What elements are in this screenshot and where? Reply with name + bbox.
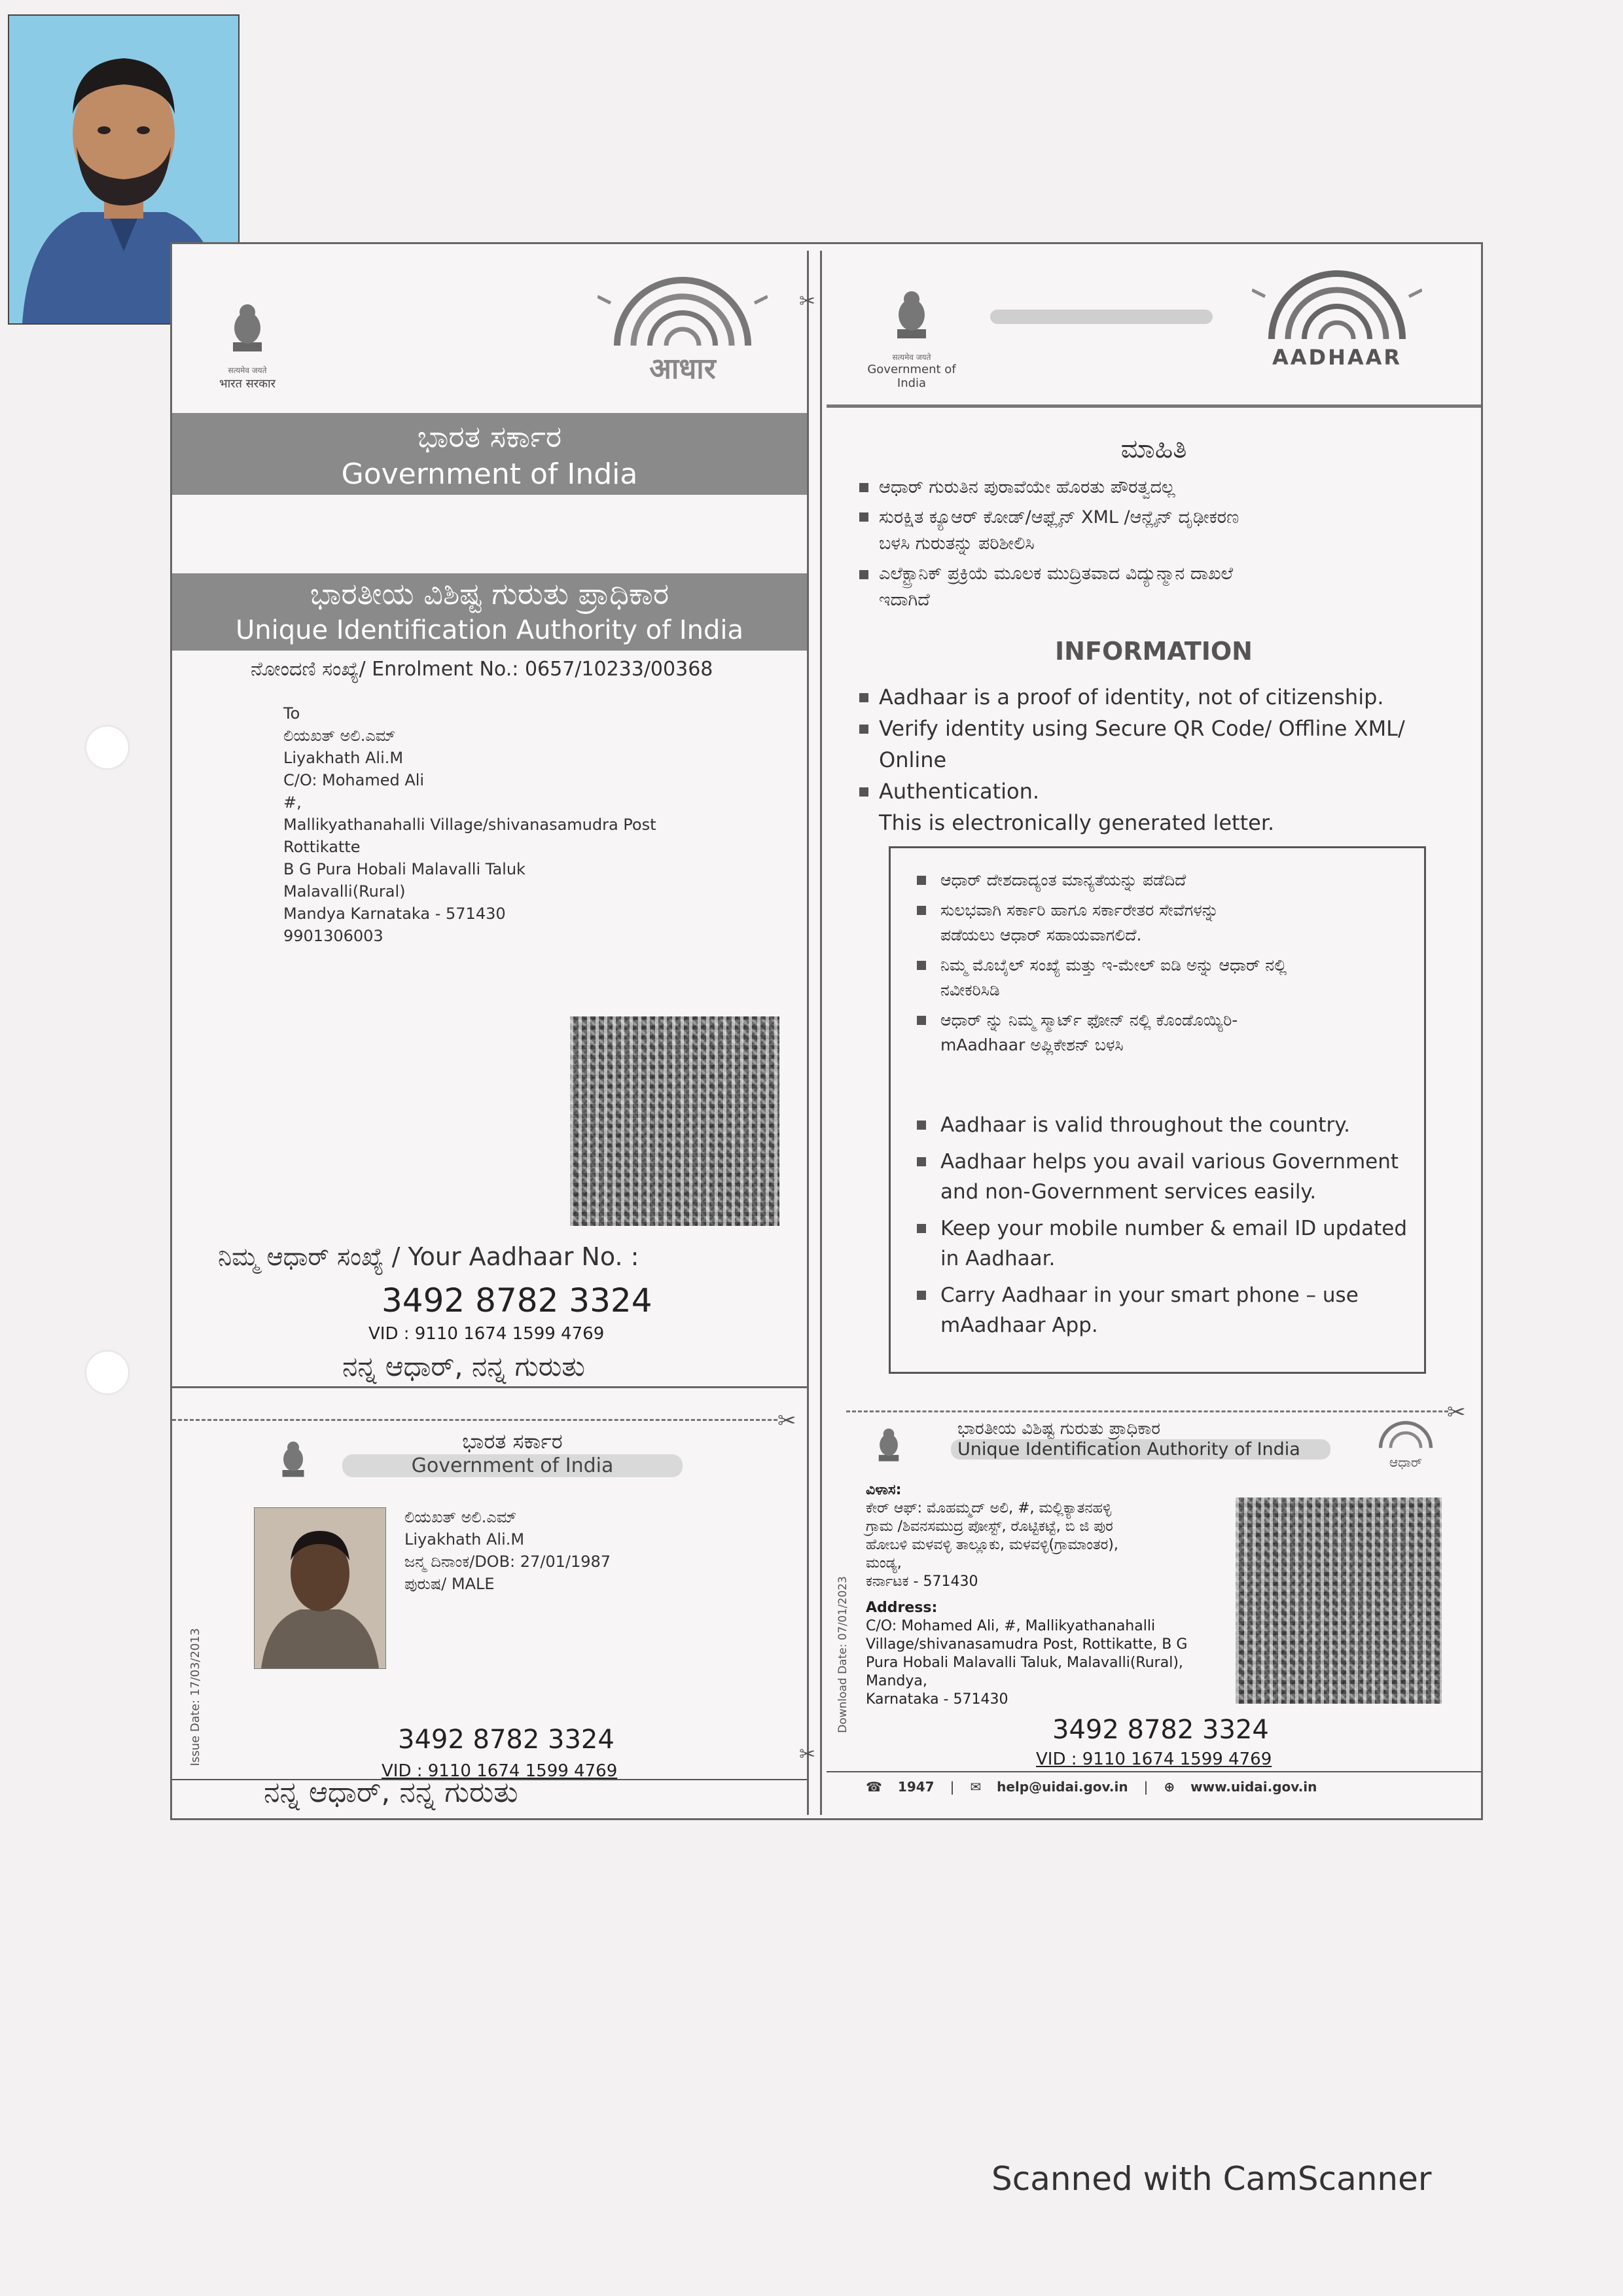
box-en-list [917,1110,1414,1340]
box-en-item: Carry Aadhaar in your smart phone – use [940,1283,1359,1307]
enrolment-value: 0657/10233/00368 [524,658,713,681]
box-en-item: Keep your mobile number & email ID updated [940,1217,1407,1240]
back-address-block [866,1481,1232,1709]
info-kn-item-cont: ಬಳಸಿ ಗುರುತನ್ನು ಪರಿಶೀಲಿಸಿ [879,533,1035,554]
card-dob: ಜನ್ಮ ದಿನಾಂಕ/DOB: 27/01/1987 [404,1552,611,1571]
bullet-icon [917,1016,926,1025]
aadhaar-fingerprint-icon [597,277,768,349]
card-emblem [267,1435,319,1488]
national-emblem-icon [224,296,271,362]
qr-code-card [1236,1498,1442,1704]
info-en-item: This is electronically generated letter. [879,810,1275,835]
national-emblem-icon [276,1435,311,1485]
aadhaar-fingerprint-icon [1373,1419,1438,1452]
aadhaar-letter [170,242,1483,1820]
section-rule [172,1386,807,1388]
aadhaar-logo [597,277,768,388]
gov-english: Government of India [341,457,638,491]
info-en-list [859,681,1461,838]
emblem-block [211,296,283,391]
aadhaar-label-en: / Your Aadhaar No. : [391,1242,639,1271]
header-rule [827,404,1481,408]
address-kn-label: ವಿಳಾಸ: [866,1482,902,1498]
card-gov-kannada: ಭಾರತ ಸರ್ಕಾರ [462,1429,563,1454]
box-kn-item: ಸುಲಭವಾಗಿ ಸರ್ಕಾರಿ ಹಾಗೂ ಸರ್ಕಾರೇತರ ಸೇವೆಗಳನ್ನು [940,901,1219,920]
scissors-icon: ✂ [799,290,816,313]
aadhaar-fingerprint-icon [1252,270,1422,342]
card-name-en: Liyakhath Ali.M [404,1530,525,1549]
info-kn-list [859,475,1448,613]
helpline-number: 1947 [897,1779,935,1795]
box-kn-item-cont: mAadhaar ಅಪ್ಲಿಕೇಶನ್ ಬಳಸಿ [940,1035,1124,1054]
info-box [889,846,1426,1374]
info-en-item: Verify identity using Secure QR Code/ Offline XML/ Online [879,716,1405,772]
aadhaar-logo-text: आधार [649,352,716,386]
address-kn-line: ಗ್ರಾಮ /ಶಿವನಸಮುದ್ರ ಪೋಸ್ಟ್, ರೊಟ್ಟಿಕಟ್ಟೆ, ಬಿ ಜಿ ಪುರ [866,1518,1113,1535]
email-icon: ✉ [970,1779,982,1795]
bullet-icon [859,570,868,579]
emblem-motto: सत्यमेव जयते [892,353,931,362]
address-kn-line: ಕೇರ್ ಆಫ್: ಮೊಹಮ್ಮದ್ ಅಲಿ, #, ಮಲ್ಲಿಕ್ಯಾತನಹಳ್ಳಿ [866,1500,1112,1516]
bullet-icon [859,693,868,702]
box-kn-item-cont: ನವೀಕರಿಸಿಡಿ [940,980,1000,999]
info-en-title: INFORMATION [1055,637,1253,666]
issue-date: Issue Date: 17/03/2013 [188,1628,202,1767]
info-kn-item: ಸುರಕ್ಷಿತ ಕ್ಯೂಆರ್ ಕೋಡ್/ಆಫ್ಲೈನ್ XML /ಆನ್ಲೈನ್ ದೃಢೀಕರಣ [879,507,1240,528]
info-en-item-cont: Authentication. [879,779,1040,804]
cut-line-right [846,1410,1448,1412]
address-line: Malavalli(Rural) [283,882,406,901]
back-uidai-english: Unique Identification Authority of India [951,1439,1330,1460]
uidai-english: Unique Identification Authority of India [235,615,744,645]
tagline: ನನ್ನ ಆಧಾರ್, ನನ್ನ ಗುರುತು [342,1350,585,1382]
redaction-bar [990,310,1213,324]
aadhaar-logo-right [1252,270,1422,382]
phone-icon: ☎ [866,1779,882,1795]
address-line: Mallikyathanahalli Village/shivanasamudra Post [283,816,656,834]
box-kn-item: ಆಧಾರ್ ದೇಶದಾದ್ಯಂತ ಮಾನ್ಯತೆಯನ್ನು ಪಡೆದಿದೆ [940,870,1186,889]
contact-footer: ☎ 1947 | ✉ help@uidai.gov.in | ⊕ www.uidai.gov.in [866,1779,1317,1795]
address-line: To [283,704,300,723]
scissors-icon: ✂ [1447,1399,1466,1426]
back-card-emblem [869,1422,908,1472]
back-uidai-kannada: ಭಾರತೀಯ ವಿಶಿಷ್ಟ ಗುರುತು ಪ್ರಾಧಿಕಾರ [957,1419,1160,1439]
aadhaar-label-kn: ನಿಮ್ಮ ಆಧಾರ್ ಸಂಖ್ಯೆ [218,1242,384,1271]
aadhaar-number-label [218,1242,639,1272]
bullet-icon [859,483,868,492]
bullet-icon [917,876,926,885]
emblem-motto: सत्यमेव जयते [228,366,267,375]
bullet-icon [859,512,868,522]
gov-band [172,413,807,495]
back-logo-text: ಆಧಾರ್ [1389,1454,1423,1470]
cut-line-left [172,1419,777,1421]
qr-code-letter [570,1016,779,1226]
bullet-icon [917,906,926,915]
enrolment-row [251,658,713,681]
uidai-kannada: ಭಾರತೀಯ ವಿಶಿಷ್ಟ ಗುರುತು ಪ್ರಾಧಿಕಾರ [310,576,669,611]
info-kn-item: ಆಧಾರ್ ಗುರುತಿನ ಪುರಾವೆಯೇ ಹೊರತು ಪೌರತ್ವದಲ್ಲ [879,477,1175,497]
box-en-item: Aadhaar helps you avail various Government [940,1150,1399,1174]
card-photo [254,1507,386,1669]
address-line: Mandya Karnataka - 571430 [283,905,506,923]
globe-icon: ⊕ [1164,1779,1175,1795]
bullet-icon [917,1157,926,1166]
card-gov-english: Government of India [342,1454,683,1477]
back-card-title [951,1419,1330,1460]
address-phone: 9901306003 [283,927,383,945]
box-kn-item: ನಿಮ್ಮ ಮೊಬೈಲ್ ಸಂಖ್ಯೆ ಮತ್ತು ಇ-ಮೇಲ್ ಐಡಿ ಅನ್ನು ಆಧಾರ್ ನಲ್ಲಿ [940,956,1287,975]
card-details [404,1506,679,1595]
enrolment-label: ನೋಂದಣಿ ಸಂಖ್ಯೆ/ Enrolment No.: [251,658,519,681]
address-line: B G Pura Hobali Malavalli Taluk [283,860,526,878]
card-name-kn: ಲಿಯಖತ್ ಅಲಿ.ಎಮ್ [404,1508,517,1526]
address-line: ಲಿಯಖತ್ ಅಲಿ.ಎಮ್ [283,726,396,745]
fold-divider-2 [820,251,822,1815]
card-gender: ಪುರುಷ/ MALE [404,1575,495,1593]
back-card-rule [827,1771,1481,1772]
bullet-icon [859,787,868,797]
address-kn-line: ಕರ್ನಾಟಕ - 571430 [866,1573,978,1590]
address-kn-line: ಮಂಡ್ಯ, [866,1555,902,1571]
right-emblem-block [853,283,971,390]
uidai-band [172,573,807,651]
info-kn-item-cont: ಇದಾಗಿದೆ [879,590,930,610]
box-kn-item: ಆಧಾರ್ ನ್ನು ನಿಮ್ಮ ಸ್ಮಾರ್ಟ್ ಫೋನ್ ನಲ್ಲಿ ಕೊಂಡೊಯ್ಯಿರಿ- [940,1011,1238,1030]
national-emblem-icon [888,283,935,349]
box-en-item-cont: and non-Government services easily. [940,1180,1317,1204]
info-kn-item: ಎಲೆಕ್ಟ್ರಾನಿಕ್ ಪ್ರಕ್ರಿಯೆ ಮೂಲಕ ಮುದ್ರಿತವಾದ ವಿದ್ಯುನ್ಮಾನ ದಾಖಲೆ [879,564,1234,584]
box-kn-item-cont: ಪಡೆಯಲು ಆಧಾರ್ ಸಹಾಯವಾಗಲಿದೆ. [940,925,1142,944]
address-line: C/O: Mohamed Ali [283,771,425,789]
back-aadhaar-logo [1370,1419,1442,1470]
gov-kannada: ಭಾರತ ಸರ್ಕಾರ [417,419,562,454]
scissors-icon: ✂ [777,1408,796,1434]
punch-hole [86,726,128,768]
info-kn-title: ಮಾಹಿತಿ [1120,434,1187,464]
website-link[interactable]: www.uidai.gov.in [1190,1779,1317,1795]
box-kn-list [917,868,1414,1058]
bullet-icon [917,1291,926,1300]
emblem-caption: भारत सरकार [219,377,276,391]
aadhaar-number: 3492 8782 3324 [382,1282,652,1319]
emblem-caption: Government of India [867,363,956,390]
download-date: Download Date: 07/01/2023 [836,1576,849,1733]
scissors-icon: ✂ [799,1743,816,1766]
aadhaar-logo-text: AADHAAR [1272,345,1402,370]
card-gov-title [342,1429,683,1477]
address-en-line: C/O: Mohamed Ali, #, Mallikyathanahalli [866,1618,1156,1634]
vid-number: VID : 9110 1674 1599 4769 [368,1324,605,1344]
address-en-line: Village/shivanasamudra Post, Rottikatte, B G [866,1636,1188,1653]
bullet-icon [917,961,926,970]
card-vid: VID : 9110 1674 1599 4769 [382,1761,618,1781]
card-tagline: ನನ್ನ ಆಧಾರ್, ನನ್ನ ಗುರುತು [264,1776,518,1809]
address-en-line: Karnataka - 571430 [866,1691,1008,1708]
address-line: #, [283,793,302,812]
address-en-line: Mandya, [866,1673,927,1689]
card-aadhaar-number: 3492 8782 3324 [398,1725,615,1755]
recipient-address [283,702,741,947]
bullet-icon [917,1121,926,1130]
info-en-item: Aadhaar is a proof of identity, not of citizenship. [879,685,1384,709]
bullet-icon [859,725,868,734]
address-line: Liyakhath Ali.M [283,749,404,767]
box-en-item: Aadhaar is valid throughout the country. [940,1113,1350,1137]
back-aadhaar-number: 3492 8782 3324 [1052,1715,1269,1745]
back-vid: VID : 9110 1674 1599 4769 [1036,1749,1272,1769]
address-line: Rottikatte [283,838,361,856]
address-kn-line: ಹೋಬಳಿ ಮಳವಳ್ಳಿ ತಾಲ್ಲೂಕು, ಮಳವಳ್ಳಿ(ಗ್ರಾಮಾಂತರ), [866,1537,1118,1553]
scanner-watermark: Scanned with CamScanner [991,2160,1432,2198]
bullet-icon [917,1224,926,1233]
address-en-label: Address: [866,1600,938,1616]
help-email[interactable]: help@uidai.gov.in [997,1779,1128,1795]
fold-divider [807,251,809,1815]
box-en-item-cont: mAadhaar App. [940,1314,1098,1337]
punch-hole [86,1352,128,1393]
national-emblem-icon [872,1422,905,1469]
address-en-line: Pura Hobali Malavalli Taluk, Malavalli(Rural), [866,1655,1183,1671]
box-en-item-cont: in Aadhaar. [940,1247,1056,1270]
